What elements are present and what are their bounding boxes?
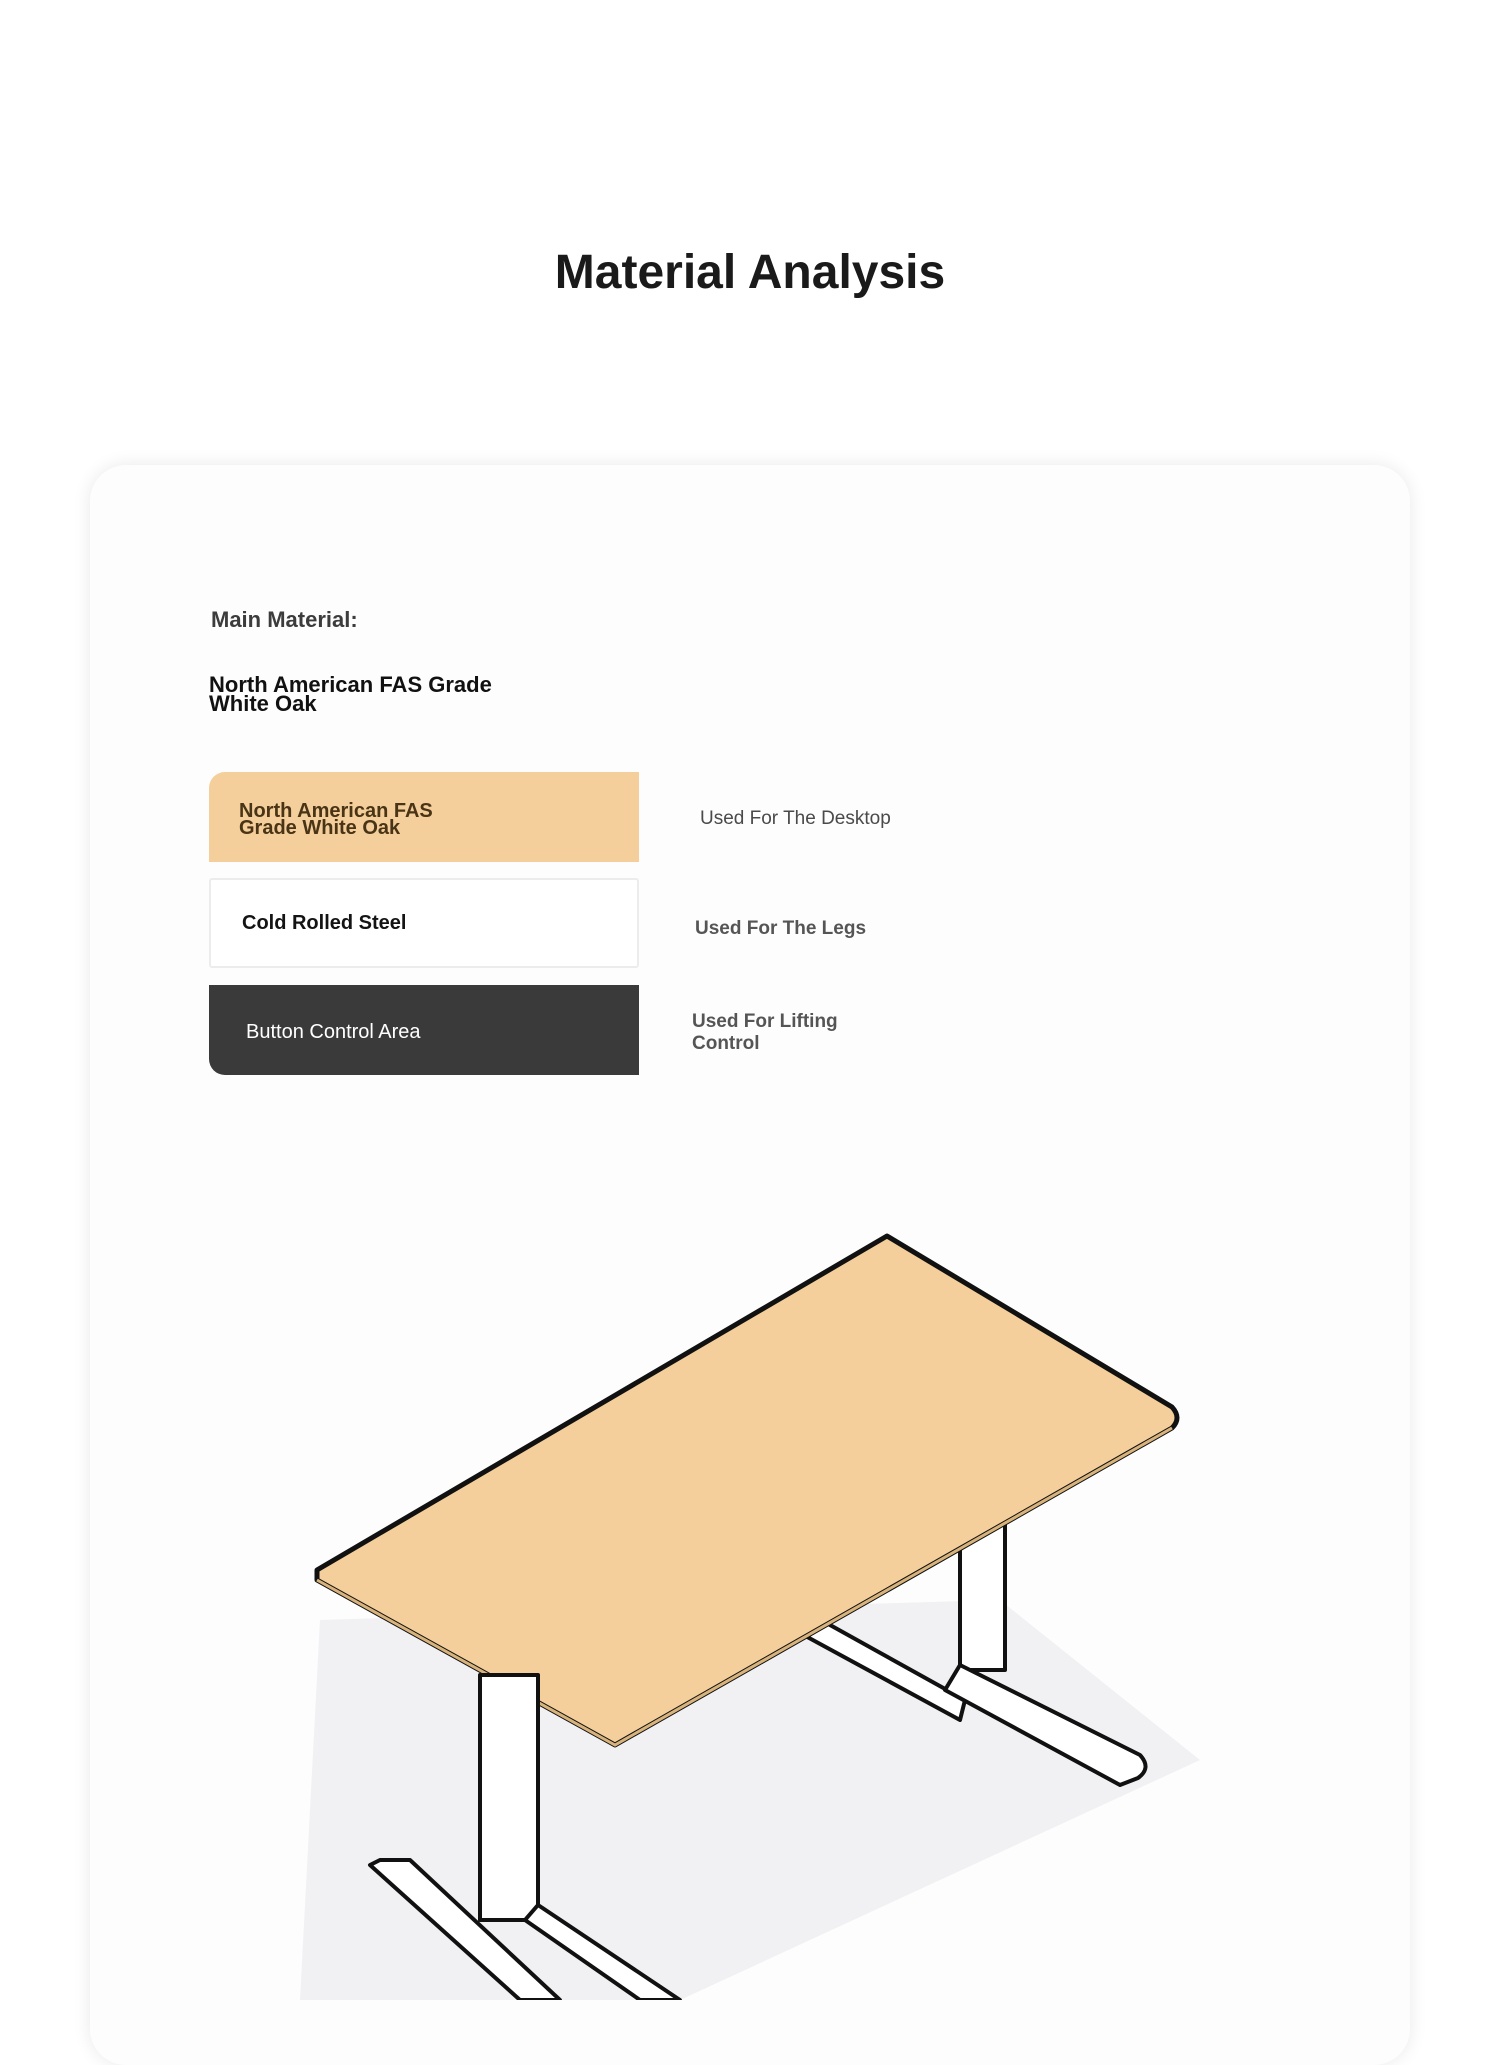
- material-name: Button Control Area: [246, 1021, 421, 1043]
- material-row-steel: [209, 878, 639, 968]
- material-name: North American FAS Grade White Oak: [239, 800, 433, 839]
- material-use-control: Used For Lifting Control: [692, 1011, 838, 1054]
- material-use-desktop: Used For The Desktop: [700, 808, 891, 829]
- main-material-label: Main Material:: [211, 607, 358, 632]
- page-title: Material Analysis: [554, 246, 946, 299]
- material-row-white-oak: [209, 772, 639, 862]
- material-row-control: [209, 985, 639, 1075]
- material-use-legs: Used For The Legs: [695, 918, 867, 939]
- material-name: Cold Rolled Steel: [242, 912, 407, 934]
- standing-desk-illustration: [300, 1200, 1200, 2000]
- main-material-value: North American FAS Grade White Oak: [209, 672, 492, 716]
